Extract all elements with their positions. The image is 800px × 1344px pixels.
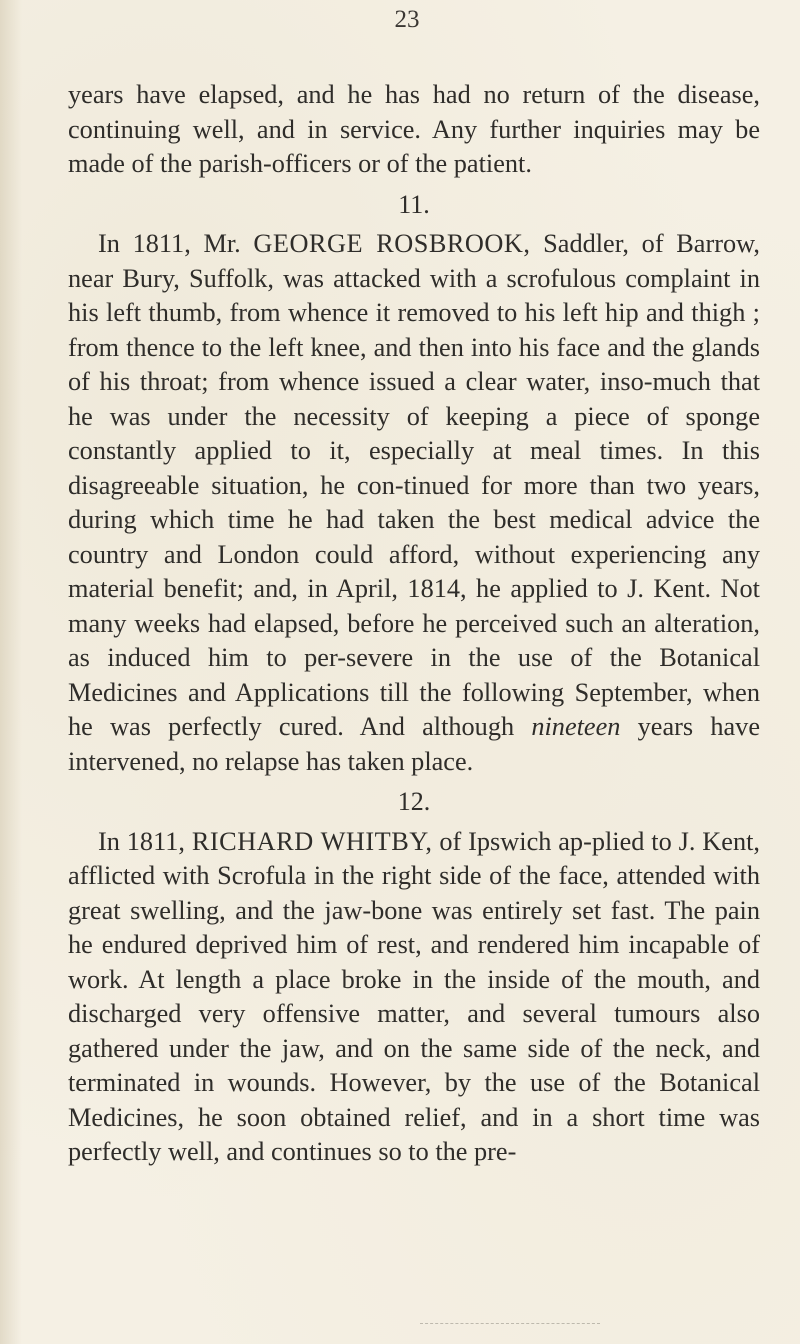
case-12-text-body: of Ipswich ap-plied to J. Kent, afflicted with Scrofula in the right side of the face, attended with great swelling, and the jaw-bone was entirely set fast. The pain he endured deprived him of rest, and rendered him incapable of work. At length a place broke in the inside of the mouth, and discharged very offensive matter, and several tumours also gathered under the jaw, and on the same side of the neck, and terminated in wounds. However, by the use of the Botanical Medicines, he soon obtained relief, and in a short time was perfectly well, and continues so to the pre- [68,826,761,1166]
page-number: 23 [394,6,420,33]
footer-ink-mark [420,1313,600,1324]
case-11-number: 11. [398,189,430,219]
case-12-text-intro: In 1811, [98,826,192,856]
case-12-patient-name: RICHARD WHITBY, [191,826,433,856]
case-11-text-intro: In 1811, Mr. [98,229,254,258]
case-11-paragraph [68,227,760,779]
case-11-text-end: years have intervened, no relapse has taken place. [68,712,760,776]
page-gutter-shadow [0,0,22,1344]
opening-paragraph: years have elapsed, and he has had no return of the disease, continuing well, and in service. Any further inquiries may be made of the parish-officers or of the patient. [68,80,760,178]
page-body [68,78,760,1170]
case-12-paragraph [68,825,760,1170]
case-11-patient-name: GEORGE ROSBROOK, [253,229,531,258]
case-11-text-body: Saddler, of Barrow, near Bury, Suffolk, was attacked with a scrofulous complaint in his left thumb, from whence it removed to his left hip and thigh ; from thence to the left knee, and then into his face and the glands of his throat; from whence issued a clear water, inso-much that he was under the necessity of keeping a piece of sponge constantly applied to it, especially at meal times. In this disagreeable situation, he con-tinued for more than two years, during which time he had taken the best medical advice the country and London could afford, without experiencing any material benefit; and, in April, 1814, he applied to J. Kent. Not many weeks had elapsed, before he perceived such an alteration, as induced him to per-severe in the use of the Botanical Medicines and Applications till the following September, when he was perfectly cured. And although [68,229,760,741]
case-11-emphasis: nineteen [531,712,621,741]
case-12-number: 12. [397,787,431,816]
